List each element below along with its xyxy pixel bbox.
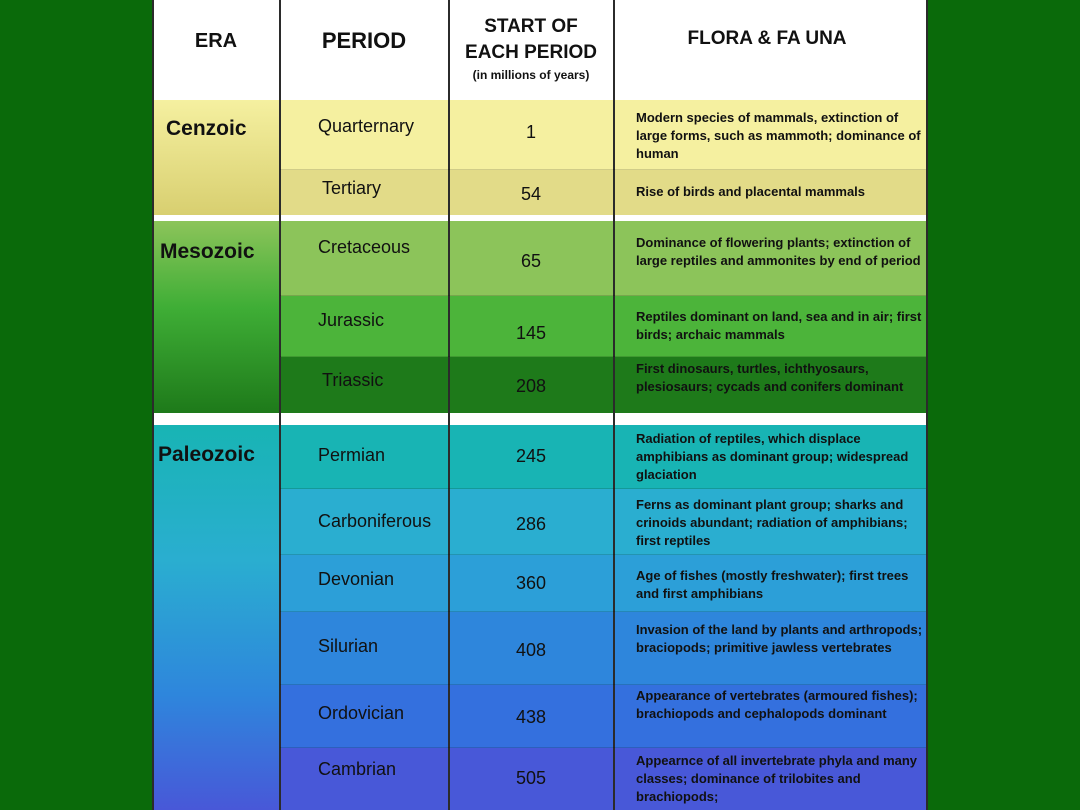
header-start-line2: EACH PERIOD: [465, 42, 597, 63]
grid-line: [613, 0, 615, 810]
flora-fauna-text: Age of fishes (mostly freshwater); first trees and first amphibians: [636, 568, 909, 601]
period-start: 65: [520, 251, 542, 271]
grid-line: [280, 554, 926, 555]
header-start-unit: (in millions of years): [472, 68, 590, 82]
grid-line: [280, 611, 926, 612]
period-name: Silurian: [318, 636, 379, 656]
period-name: Cambrian: [318, 759, 397, 779]
flora-fauna-text: Rise of birds and placental mammals: [636, 184, 866, 199]
grid-line: [926, 0, 928, 810]
period-start: 505: [515, 768, 547, 788]
period-name: Quarternary: [318, 116, 415, 136]
period-start: 245: [515, 446, 547, 466]
period-start: 145: [515, 323, 547, 343]
flora-fauna-text: Invasion of the land by plants and arthropods; braciopods; primitive jawless vertebrates: [636, 622, 923, 655]
header-era: [152, 30, 280, 53]
header-start-line1: START OF: [484, 16, 578, 37]
table-row: [280, 221, 926, 296]
period-name: Ordovician: [318, 703, 405, 723]
period-start: 286: [515, 514, 547, 534]
period-name: Carboniferous: [318, 511, 432, 531]
header-period-label: PERIOD: [321, 28, 407, 53]
period-start: 360: [515, 573, 547, 593]
table-row: [280, 425, 926, 489]
grid-line: [448, 0, 450, 810]
flora-fauna-text: Appearance of vertebrates (armoured fishes); brachiopods and cephalopods dominant: [636, 688, 918, 721]
table-row: [280, 748, 926, 810]
period-start: 1: [525, 122, 536, 142]
grid-line: [279, 0, 281, 810]
grid-line: [280, 295, 926, 296]
flora-fauna-text: Reptiles dominant on land, sea and in air; first birds; archaic mammals: [636, 309, 922, 342]
period-start: 438: [515, 707, 547, 727]
flora-fauna-text: Ferns as dominant plant group; sharks and crinoids abundant; radiation of amphibians; first reptiles: [636, 497, 908, 548]
grid-line: [280, 169, 926, 170]
flora-fauna-text: First dinosaurs, turtles, ichthyosaurs, plesiosaurs; cycads and conifers dominant: [636, 361, 904, 394]
era-separator: [152, 215, 280, 221]
period-name: Triassic: [322, 370, 384, 390]
era-paleozoic: Paleozoic: [158, 443, 255, 466]
grid-line: [152, 0, 154, 810]
table-row: [280, 685, 926, 748]
table-row: [280, 100, 926, 170]
era-paleozoic-bg: [152, 425, 280, 810]
header-period: [280, 28, 448, 54]
period-name: Permian: [318, 445, 386, 465]
table-row: [280, 296, 926, 357]
flora-fauna-text: Modern species of mammals, extinction of large forms, such as mammoth; dominance of human: [636, 110, 921, 161]
period-start: 408: [515, 640, 547, 660]
grid-line: [280, 747, 926, 748]
table-row: [280, 555, 926, 612]
geologic-time-table: [152, 0, 928, 810]
period-name: Tertiary: [322, 178, 382, 198]
period-name: Devonian: [318, 569, 395, 589]
flora-fauna-text: Dominance of flowering plants; extinction of large reptiles and ammonites by end of period: [636, 235, 921, 268]
table-row: [280, 357, 926, 413]
table-row: [280, 489, 926, 555]
table-row: [280, 612, 926, 685]
table-row: [280, 170, 926, 215]
header-flora: [614, 28, 920, 50]
header-flora-label: FLORA & FA UNA: [687, 28, 847, 49]
period-name: Jurassic: [318, 310, 385, 330]
era-mesozoic: Mesozoic: [160, 240, 255, 263]
flora-fauna-text: Radiation of reptiles, which displace amphibians as dominant group; widespread glaciation: [636, 431, 909, 482]
period-start: 208: [515, 376, 547, 396]
header-era-label: ERA: [194, 30, 238, 52]
period-start: 54: [520, 184, 542, 204]
era-cenozoic: Cenzoic: [166, 117, 247, 140]
period-name: Cretaceous: [318, 237, 411, 257]
header-start: [448, 14, 614, 84]
grid-line: [280, 356, 926, 357]
grid-line: [280, 488, 926, 489]
grid-line: [280, 684, 926, 685]
era-separator: [152, 413, 280, 425]
flora-fauna-text: Appearnce of all invertebrate phyla and many classes; dominance of trilobites and brachiopods;: [636, 753, 918, 804]
